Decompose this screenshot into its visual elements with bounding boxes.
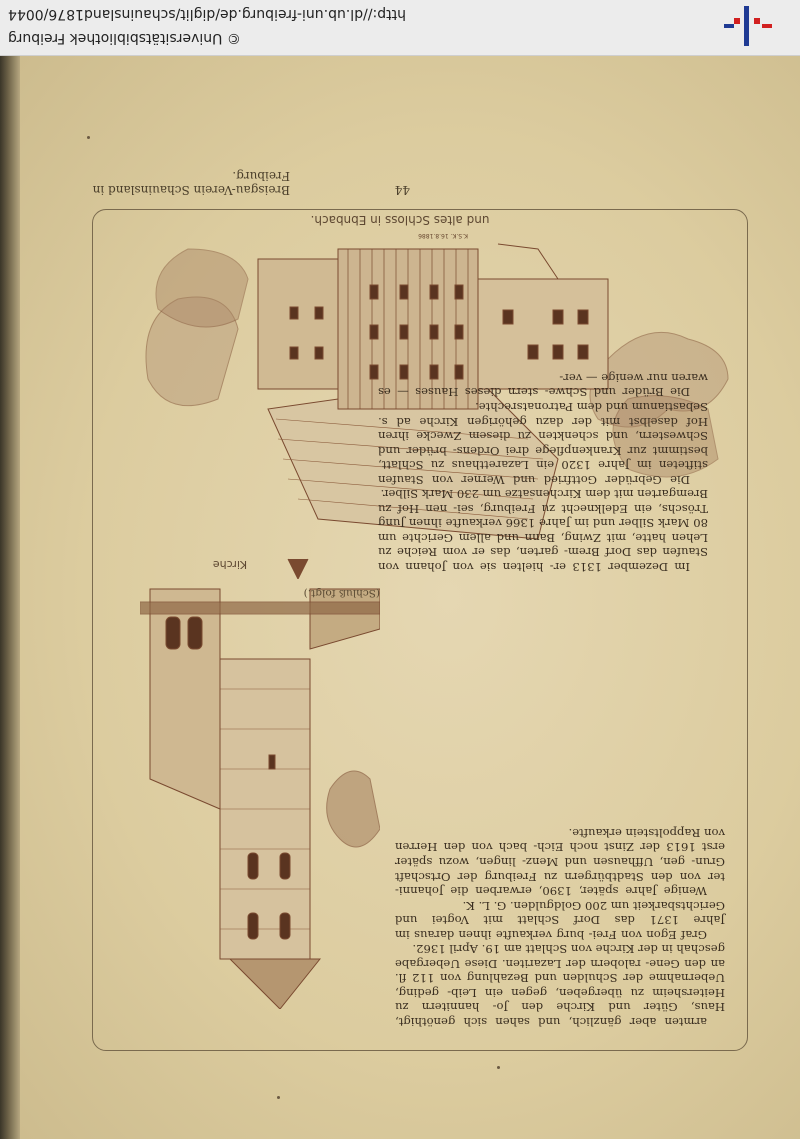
right-paragraph-3: Wenige Jahre später, 1390, erwarben die Johanni- ter von den Stadtbürgern zu Freiburg der Ortschaft Grun- gen, Uffhausen und Menz- lingen, wozu später erst 1613 der Zinst noch Eich- bach von den Herren von Rappoltstein erkaufte. (395, 825, 725, 899)
body-paragraph-2: Die Gebrüder Gottfried und Werner von Staufen stifteten im Jahre 1320 ein Lazaretthaus zu Schlatt, bestimmt zur Krankenpflege drei Ordens- brüder und Schwestern, und schenkten zu diesem Zwecke ihren Hof daselbst mit der dazu gehörigen Kirche ad s. Sebastianum und dem Patronatsrechte. (378, 399, 708, 487)
left-text-column (395, 579, 725, 1029)
viewer-header (0, 0, 800, 56)
page-number: 44 (394, 183, 410, 197)
castle-signature: K.S.K. 16.8.1886 (418, 232, 468, 239)
to-be-continued-note: (Schluß folgt.) (303, 587, 380, 599)
church-caption: Kirche (212, 558, 248, 571)
running-head-title: Breisgau-Verein Schauinsland in Freiburg. (92, 169, 290, 197)
page-content-rotated (20, 56, 800, 1139)
church-illustration (140, 579, 380, 1009)
book-gutter (0, 56, 20, 1139)
scanned-page (20, 56, 800, 1139)
body-paragraph-1: Im Dezember 1313 er- hielten sie von Johann von Staufen das Dorf Brem- garten, das er vom Reiche zu Lehen hatte, mit Zwing, Bann und allem Gerichte um 80 Mark Silber und im Jahre 1366 verkaufte ihnen Jung Tröschs, ein Edelknecht zu Freiburg, sei- nen Hof zu Bremgarten mit dem Kirchensatze um 230 Mark Silber. (378, 487, 708, 574)
right-paragraph-2: Graf Egon von Frei- burg verkaufte ihnen daraus im Jahre 1371 das Dorf Schlatt mit Vogtei und Gerichtsbarkeit um 200 Goldgulden. G. L. K. (395, 898, 725, 942)
right-paragraph-1: armten aber gänzlich, und sahen sich genöthigt, Haus, Güter und Kirche den Jo- hannitern zu Heitersheim zu übergeben, gegen ein Leib- geding, Uebernahme der Schulden und Bezahlung von 112 fl. an den Gene- ralobern der Lazariten. Diese Uebergabe geschah in der Kirche von Schlatt am 19. April 1362. (395, 942, 725, 1029)
main-text-column (378, 214, 708, 574)
ub-freiburg-logo-icon[interactable] (724, 4, 772, 48)
castle-caption: und altes Schloss in Ebnbach. (310, 213, 490, 227)
copyright-notice: © Universitätsbibliothek Freiburg (8, 30, 241, 46)
page-url[interactable]: http://dl.ub.uni-freiburg.de/diglit/schauinsland1876/0044 (8, 6, 406, 22)
body-paragraph-3: Die Brüder und Schwe- stern dieses Hauses — es waren nur wenige — ver- (378, 370, 708, 400)
